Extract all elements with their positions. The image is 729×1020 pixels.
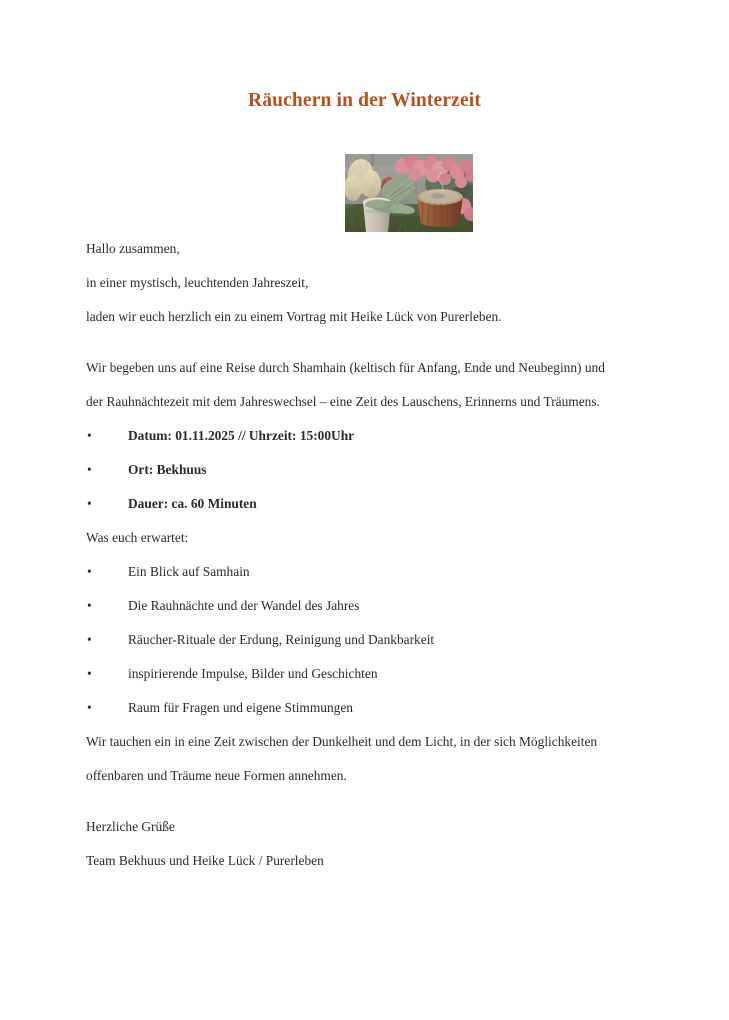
list-item xyxy=(86,691,646,725)
bullet-icon: • xyxy=(87,462,92,477)
closing-regards: Herzliche Grüße xyxy=(86,819,175,834)
event-detail-date: Datum: 01.11.2025 // Uhrzeit: 15:00Uhr xyxy=(128,428,355,443)
expectation-item-5: Raum für Fragen und eigene Stimmungen xyxy=(128,700,353,715)
list-item xyxy=(86,555,646,589)
expectation-item-3: Räucher-Rituale der Erdung, Reinigung und Dankbarkeit xyxy=(128,632,435,647)
list-item xyxy=(86,419,646,453)
greeting-line-3: laden wir euch herzlich ein zu einem Vortrag mit Heike Lück von Purerleben. xyxy=(86,309,502,324)
event-detail-location: Ort: Bekhuus xyxy=(128,462,207,477)
document-body xyxy=(86,232,646,878)
expectation-item-4: inspirierende Impulse, Bilder und Geschichten xyxy=(128,666,378,681)
list-item xyxy=(86,623,646,657)
greeting-line-2: in einer mystisch, leuchtenden Jahreszeit, xyxy=(86,275,309,290)
list-item xyxy=(86,453,646,487)
intro-line-1: Wir begeben uns auf eine Reise durch Shamhain (keltisch für Anfang, Ende und Neubeginn) und xyxy=(86,360,605,375)
bullet-icon: • xyxy=(87,564,92,579)
bullet-icon: • xyxy=(87,598,92,613)
hero-image xyxy=(345,154,473,232)
expectation-item-2: Die Rauhnächte und der Wandel des Jahres xyxy=(128,598,360,613)
intro-line-2: der Rauhnächtezeit mit dem Jahreswechsel – eine Zeit des Lauschens, Erinnerns und Träumens. xyxy=(86,394,600,409)
bullet-icon: • xyxy=(87,632,92,647)
bullet-icon: • xyxy=(87,666,92,681)
greeting-line-1: Hallo zusammen, xyxy=(86,241,180,256)
closing-line-2: offenbaren und Träume neue Formen annehmen. xyxy=(86,768,347,783)
list-item xyxy=(86,589,646,623)
closing-signature: Team Bekhuus und Heike Lück / Purerleben xyxy=(86,853,324,868)
list-item xyxy=(86,487,646,521)
closing-line-1: Wir tauchen ein in eine Zeit zwischen der Dunkelheit und dem Licht, in der sich Möglichkeiten xyxy=(86,734,598,749)
event-details-list xyxy=(86,419,646,521)
expectations-heading: Was euch erwartet: xyxy=(86,530,189,545)
list-item xyxy=(86,657,646,691)
page-title: Räuchern in der Winterzeit xyxy=(247,90,481,111)
bullet-icon: • xyxy=(87,428,92,443)
event-detail-duration: Dauer: ca. 60 Minuten xyxy=(128,496,257,511)
expectation-item-1: Ein Blick auf Samhain xyxy=(128,564,250,579)
expectations-list xyxy=(86,555,646,725)
bullet-icon: • xyxy=(87,496,92,511)
bullet-icon: • xyxy=(87,700,92,715)
